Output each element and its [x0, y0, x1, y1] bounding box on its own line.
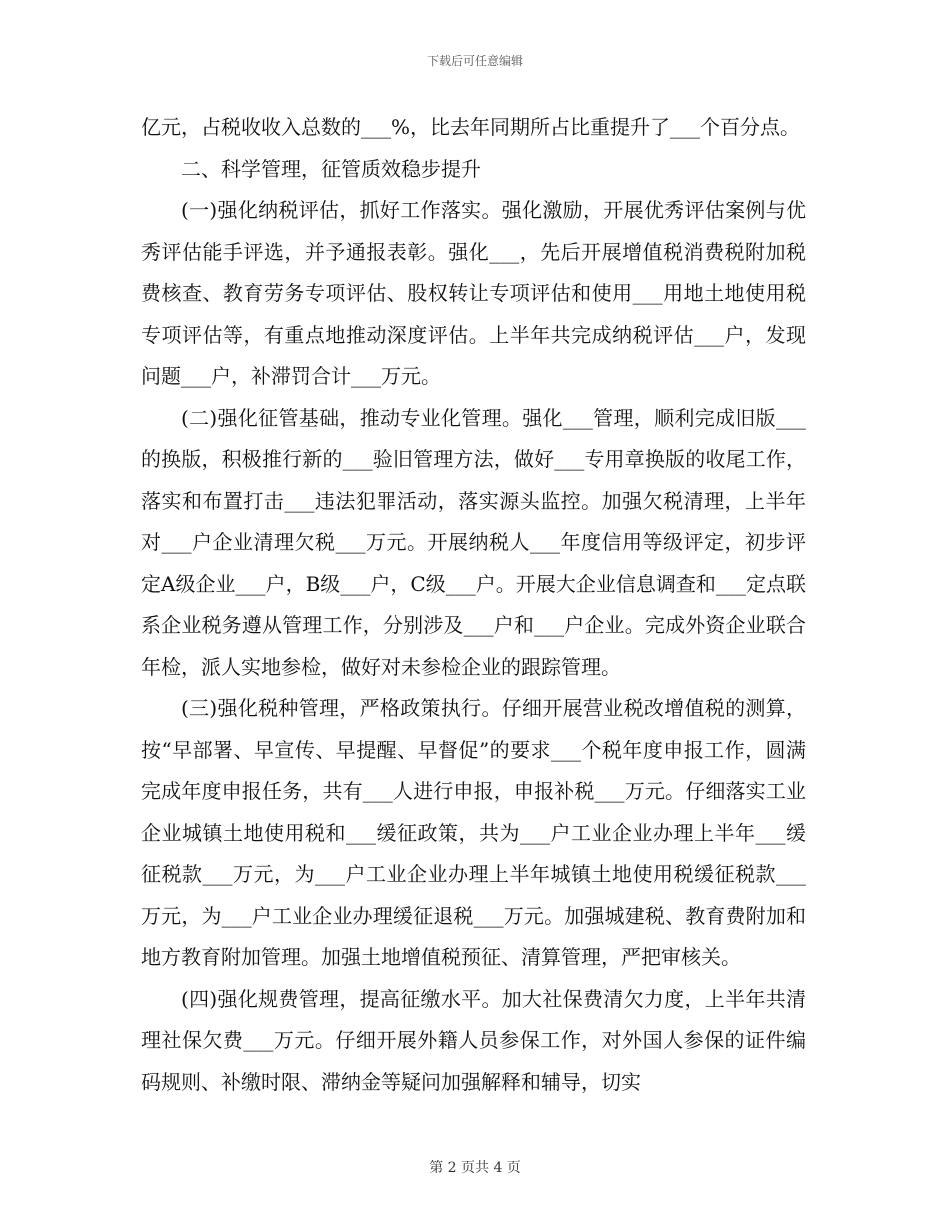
page-header: 下载后可任意编辑 [426, 54, 523, 68]
paragraph-continuation: 亿元，占税收收入总数的___%，比去年同期所占比重提升了___个百分点。 [141, 115, 801, 139]
paragraph-tax-type-management: (三)强化税种管理，严格政策执行。仔细开展营业税改增值税的测算，按“早部署、早宣传、早提醒、早督促”的要求___个税年度申报工作，圆满完成年度申报任务，共有___人进行申报，申报补税___万元。仔细落实工业企业城镇土地使用税和___缓征政策，共为___户工业企业办理上半年___缓征税款___万元，为___户工业企业办理上半年城镇土地使用税缓征税款___万元，为___户工业企业办理缓征退税___万元。加强城建税、教育费附加和地方教育附加管理。加强土地增值税预征、清算管理，严把审核关。 [141, 696, 806, 969]
paragraph-tax-assessment: (一)强化纳税评估，抓好工作落实。强化激励，开展优秀评估案例与优秀评估能手评选，并予通报表彰。强化___，先后开展增值税消费税附加税费核查、教育劳务专项评估、股权转让专项评估和使用___用地土地使用税专项评估等，有重点地推动深度评估。上半年共完成纳税评估___户，发现问题___户，补滞罚合计___万元。 [141, 198, 806, 388]
paragraph-collection-basis: (二)强化征管基础，推动专业化管理。强化___管理，顺利完成旧版___的换版，积极推行新的___验旧管理方法，做好___专用章换版的收尾工作，落实和布置打击___违法犯罪活动，落实源头监控。加强欠税清理，上半年对___户企业清理欠税___万元。开展纳税人___年度信用等级评定，初步评定A级企业___户，B级___户，C级___户。开展大企业信息调查和___定点联系企业税务遵从管理工作，分别涉及___户和___户企业。完成外资企业联合年检，派人实地参检，做好对未参检企业的跟踪管理。 [141, 405, 806, 679]
document-body [141, 107, 806, 1103]
page-footer: 第 2 页共 4 页 [429, 1160, 521, 1176]
paragraph-fee-management: (四)强化规费管理，提高征缴水平。加大社保费清欠力度，上半年共清理社保欠费___万元。仔细开展外籍人员参保工作，对外国人参保的证件编码规则、补缴时限、滞纳金等疑问加强解释和辅导，切实 [141, 986, 806, 1094]
section-heading: 二、科学管理，征管质效稳步提升 [181, 156, 481, 181]
